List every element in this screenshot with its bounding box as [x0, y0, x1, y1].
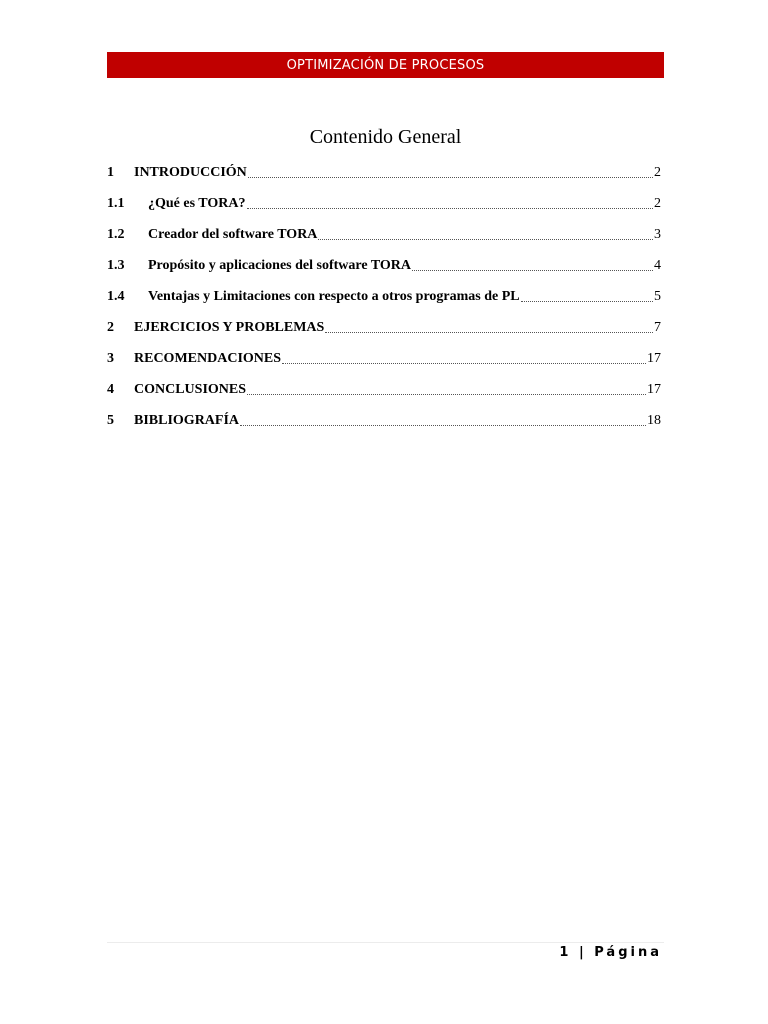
toc-entry-text: ¿Qué es TORA? [148, 195, 246, 211]
toc-entry-page: 2 [654, 164, 661, 180]
toc-entry-text: Ventajas y Limitaciones con respecto a otros programas de PL [148, 288, 520, 304]
toc-entry-creador[interactable] [107, 219, 661, 250]
toc-entry-ventajas[interactable] [107, 281, 661, 312]
toc-entry-text: CONCLUSIONES [134, 381, 247, 397]
toc-entry-number: 1.3 [107, 257, 125, 273]
toc-entry-page: 18 [647, 412, 661, 428]
toc-entry-que-es-tora[interactable] [107, 188, 661, 219]
toc-dot-leader [247, 208, 654, 209]
toc-dot-leader [247, 394, 646, 395]
toc-entry-ejercicios[interactable] [107, 312, 661, 343]
toc-entry-page: 2 [654, 195, 661, 211]
toc-dot-leader [318, 239, 653, 240]
toc-entry-text: Creador del software TORA [148, 226, 318, 242]
toc-dot-leader [282, 363, 646, 364]
toc-entry-introduccion[interactable] [107, 157, 661, 188]
table-of-contents [107, 157, 661, 436]
toc-entry-number: 5 [107, 412, 114, 428]
toc-dot-leader [521, 301, 653, 302]
toc-entry-page: 3 [654, 226, 661, 242]
toc-entry-number: 1.1 [107, 195, 125, 211]
toc-entry-conclusiones[interactable] [107, 374, 661, 405]
toc-title: Contenido General [309, 126, 462, 148]
toc-entry-text: RECOMENDACIONES [134, 350, 282, 366]
toc-dot-leader [240, 425, 646, 426]
toc-entry-text: BIBLIOGRAFÍA [134, 412, 240, 428]
toc-entry-number: 1 [107, 164, 114, 180]
toc-entry-number: 1.2 [107, 226, 125, 242]
toc-entry-text: EJERCICIOS Y PROBLEMAS [134, 319, 325, 335]
toc-entry-number: 4 [107, 381, 114, 397]
document-header-bar [107, 52, 664, 78]
toc-dot-leader [325, 332, 653, 333]
footer-page-number: 1 | Página [559, 945, 662, 960]
toc-entry-number: 3 [107, 350, 114, 366]
toc-dot-leader [248, 177, 653, 178]
toc-entry-text: Propósito y aplicaciones del software TORA [148, 257, 412, 273]
toc-entry-text: INTRODUCCIÓN [134, 164, 247, 180]
toc-entry-number: 1.4 [107, 288, 125, 304]
toc-entry-page: 4 [654, 257, 661, 273]
toc-dot-leader [412, 270, 653, 271]
toc-entry-page: 17 [647, 381, 661, 397]
toc-entry-page: 5 [654, 288, 661, 304]
toc-entry-page: 7 [654, 319, 661, 335]
document-header-title: OPTIMIZACIÓN DE PROCESOS [286, 57, 485, 73]
toc-entry-bibliografia[interactable] [107, 405, 661, 436]
toc-entry-proposito[interactable] [107, 250, 661, 281]
toc-entry-number: 2 [107, 319, 114, 335]
toc-entry-page: 17 [647, 350, 661, 366]
toc-entry-recomendaciones[interactable] [107, 343, 661, 374]
